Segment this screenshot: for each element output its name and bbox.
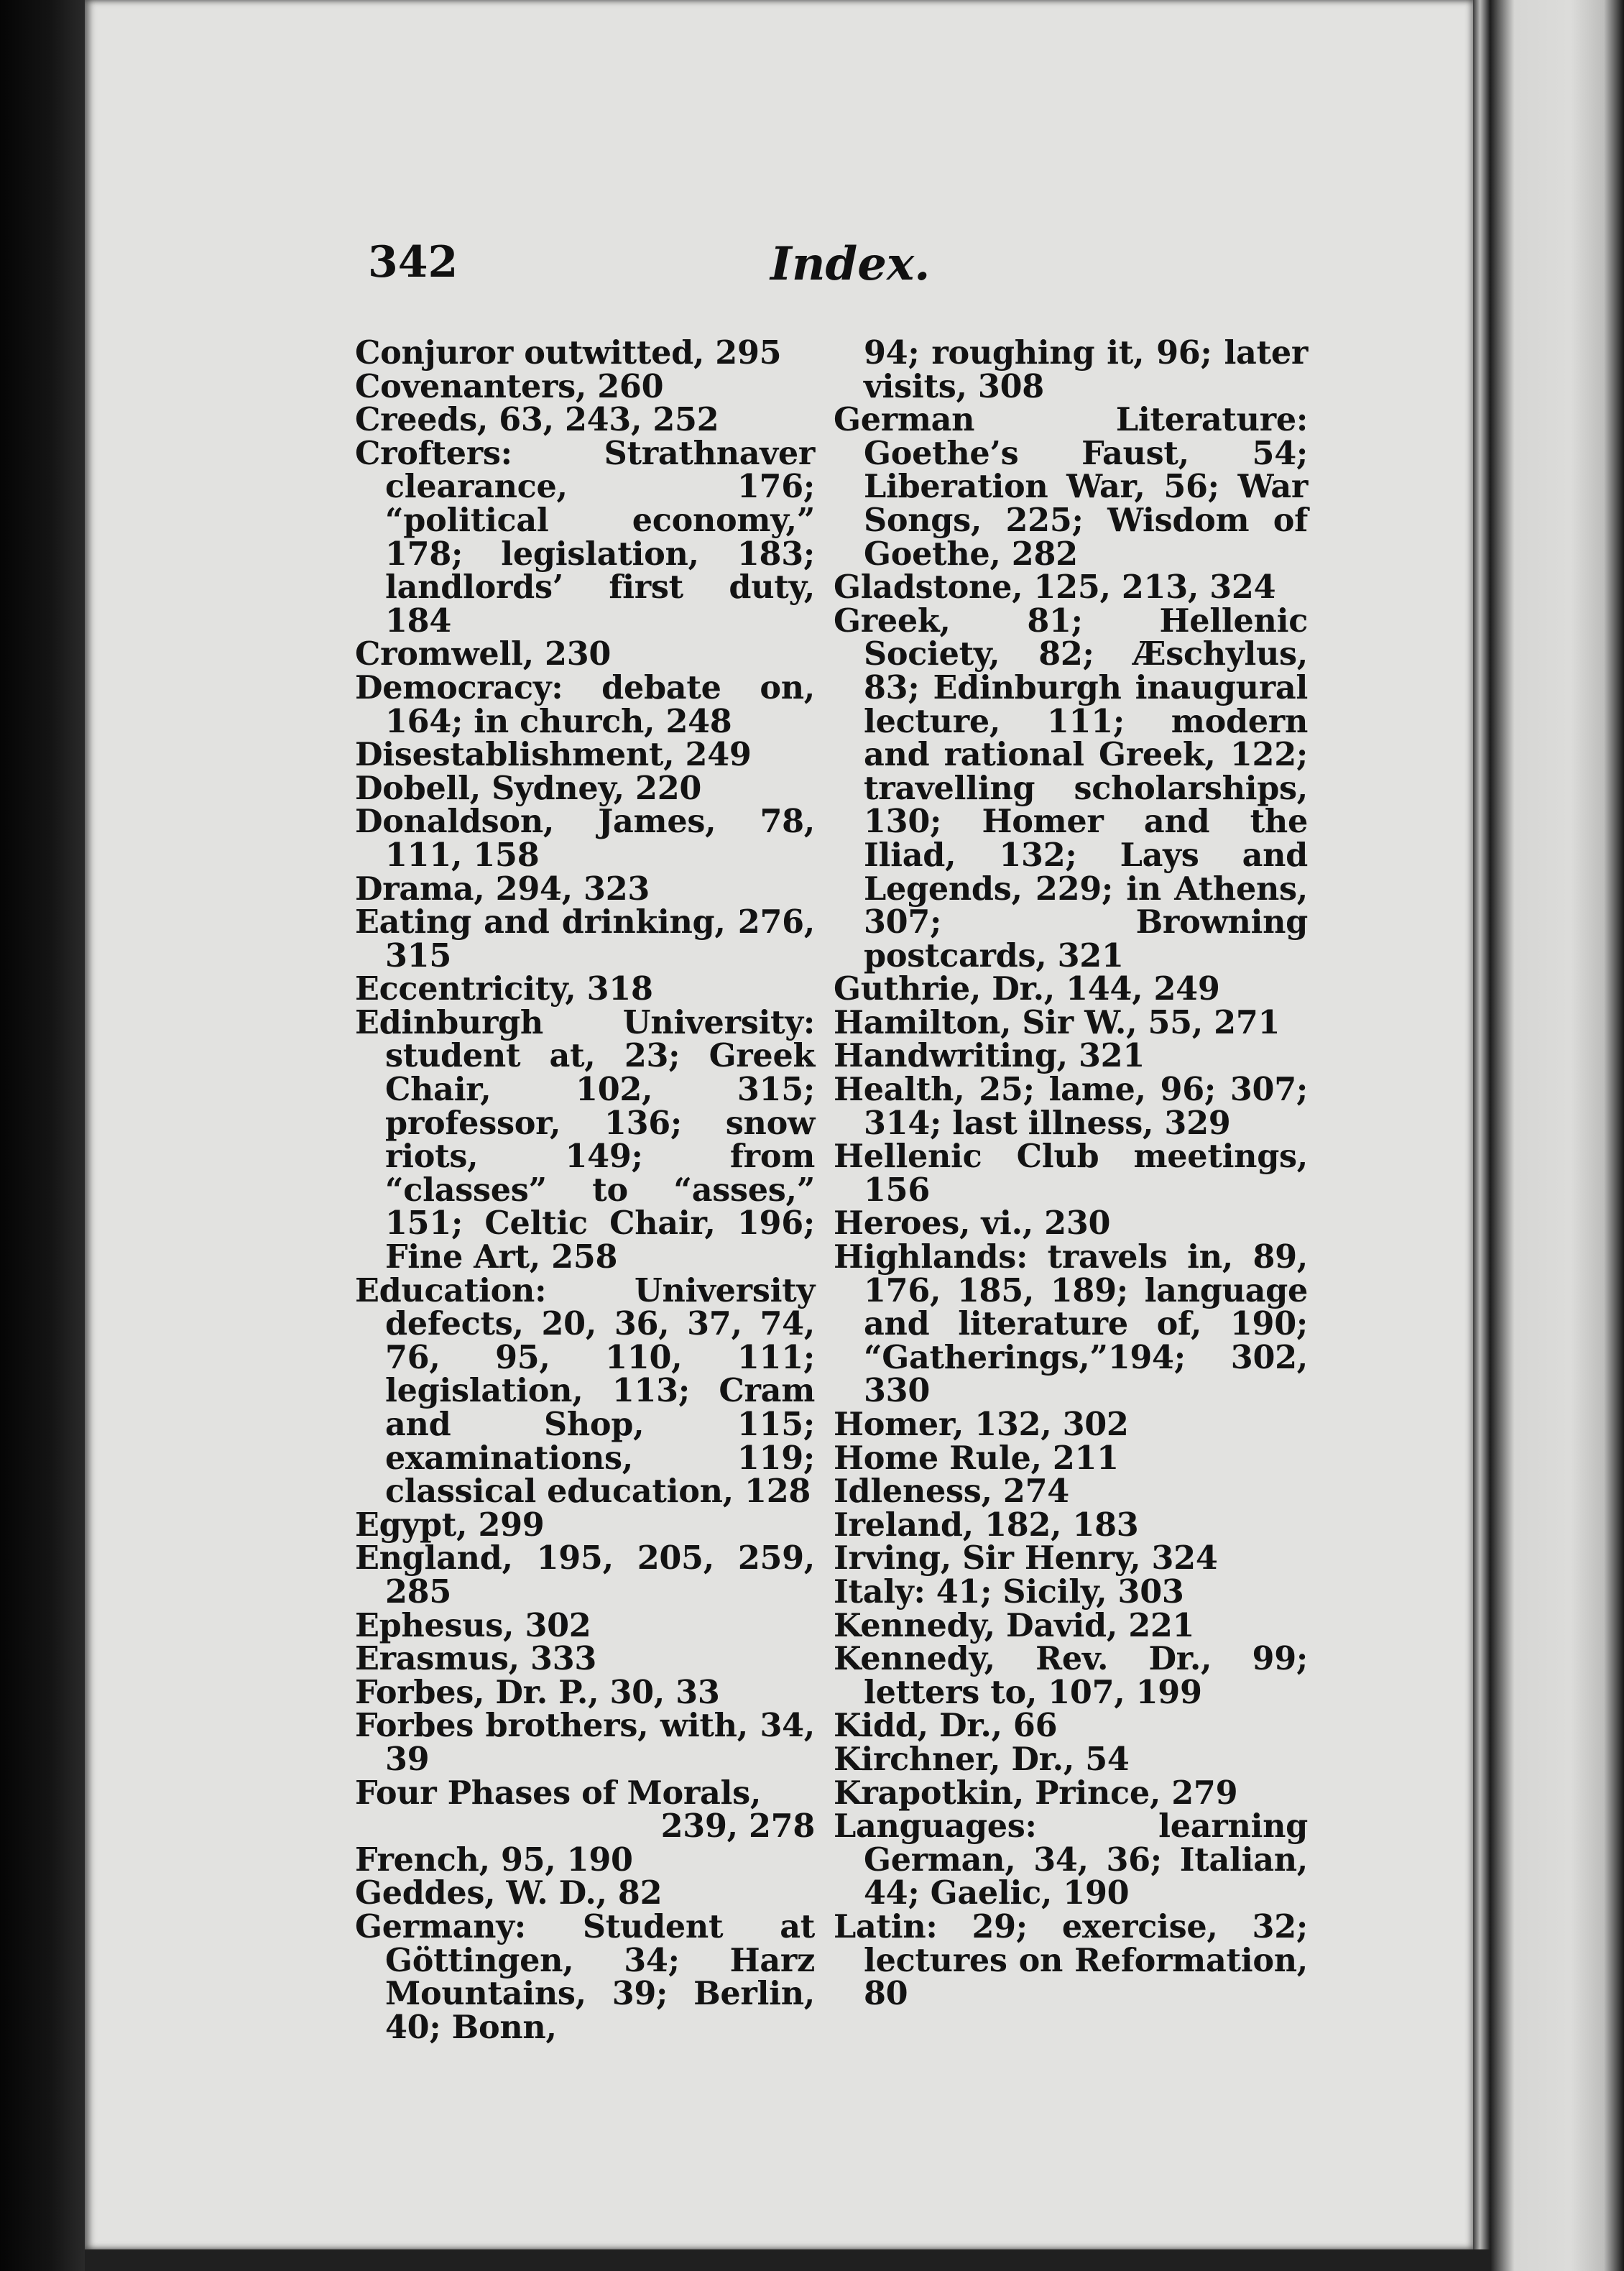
index-entry: Eccentricity, 318 (355, 970, 653, 1008)
index-column-right (834, 336, 1308, 2011)
index-entry: Edinburgh University: student at, 23; Greek Chair, 102, 315; professor, 136; snow riots, 149; from “classes” to “asses,” 151; Celtic Chair, 196; Fine Art, 258 (355, 1003, 815, 1276)
index-entry: Home Rule, 211 (834, 1439, 1119, 1477)
index-entry: Germany: Student at Göttingen, 34; Harz Mountains, 39; Berlin, 40; Bonn, (355, 1907, 815, 2046)
index-column-left (355, 336, 815, 2044)
scan-bottom-border (85, 2249, 1490, 2271)
index-entry: Homer, 132, 302 (834, 1406, 1129, 1443)
index-entry: Languages: learning German, 34, 36; Italian, 44; Gaelic, 190 (834, 1807, 1308, 1912)
index-entry: Hellenic Club meetings, 156 (834, 1138, 1308, 1209)
index-entry: Kennedy, Rev. Dr., 99; letters to, 107, 199 (834, 1640, 1308, 1711)
running-head: Index. (770, 237, 931, 291)
index-entry: Highlands: travels in, 89, 176, 185, 189; language and literature of, 190; “Gatherings,”194; 302, 330 (834, 1238, 1308, 1410)
index-entry: Greek, 81; Hellenic Society, 82; Æschylus, 83; Edinburgh inaugural lecture, 111; modern and rational Greek, 122; travelling scholarships, 130; Homer and the Iliad, 132; Lays and Legends, 229; in Athens, 307; Browning postcards, 321 (834, 602, 1308, 975)
index-entry: Covenanters, 260 (355, 367, 664, 405)
index-entry: Education: University defects, 20, 36, 37, 74, 76, 95, 110, 111; legislation, 113; Cram and Shop, 115; examinations, 119; classical education, 128 (355, 1271, 815, 1511)
index-entry: French, 95, 190 (355, 1841, 633, 1879)
index-entry: Italy: 41; Sicily, 303 (834, 1572, 1184, 1611)
index-entry: Dobell, Sydney, 220 (355, 769, 702, 807)
index-entry: Democracy: debate on, 164; in church, 248 (355, 668, 815, 740)
facing-page-edge (1490, 0, 1624, 2271)
index-entry: Forbes, Dr. P., 30, 33 (355, 1673, 720, 1711)
index-entry: Disestablishment, 249 (355, 736, 752, 774)
index-entry: Crofters: Strathnaver clearance, 176; “political economy,” 178; legislation, 183; landlords’ first duty, 184 (355, 434, 815, 640)
index-entry: Health, 25; lame, 96; 307; 314; last illness, 329 (834, 1071, 1308, 1142)
index-entry: Geddes, W. D., 82 (355, 1874, 663, 1912)
index-entry: Idleness, 274 (834, 1473, 1069, 1511)
index-entry: Creeds, 63, 243, 252 (355, 401, 719, 439)
index-entry: Heroes, vi., 230 (834, 1204, 1111, 1243)
index-entry: Guthrie, Dr., 144, 249 (834, 970, 1220, 1008)
index-entry: Eating and drinking, 276, 315 (355, 903, 815, 975)
index-entry: Ireland, 182, 183 (834, 1506, 1139, 1544)
index-entry: Four Phases of Morals, (355, 1774, 762, 1812)
index-entry-continuation: 94; roughing it, 96; later visits, 308 (864, 334, 1308, 405)
index-entry: Krapotkin, Prince, 279 (834, 1774, 1238, 1812)
index-entry: German Literature: Goethe’s Faust, 54; Liberation War, 56; War Songs, 225; Wisdom of Goethe, 282 (834, 401, 1308, 573)
index-entry: Latin: 29; exercise, 32; lectures on Reformation, 80 (834, 1907, 1308, 2013)
index-entry: Egypt, 299 (355, 1506, 545, 1544)
index-entry: Cromwell, 230 (355, 635, 612, 673)
index-entry: Ephesus, 302 (355, 1606, 591, 1644)
index-entry: Drama, 294, 323 (355, 870, 650, 908)
index-entry: Donaldson, James, 78, 111, 158 (355, 803, 815, 874)
page-number: 342 (368, 237, 458, 287)
page-header (368, 237, 1288, 316)
index-entry: Kidd, Dr., 66 (834, 1707, 1058, 1745)
page-gutter (1473, 0, 1490, 2249)
index-entry: Kennedy, David, 221 (834, 1606, 1195, 1644)
index-entry: Erasmus, 333 (355, 1640, 597, 1678)
index-entry: Handwriting, 321 (834, 1037, 1145, 1075)
index-entry: Kirchner, Dr., 54 (834, 1740, 1130, 1778)
index-entry: England, 195, 205, 259, 285 (355, 1539, 815, 1611)
index-entry: Irving, Sir Henry, 324 (834, 1539, 1218, 1577)
index-entry: Hamilton, Sir W., 55, 271 (834, 1003, 1281, 1041)
index-entry: Conjuror outwitted, 295 (355, 334, 782, 372)
index-entry: Gladstone, 125, 213, 324 (834, 568, 1276, 607)
index-entry: Forbes brothers, with, 34, 39 (355, 1707, 815, 1778)
index-entry-continuation: 239, 278 (660, 1807, 815, 1846)
book-spine-shadow (0, 0, 85, 2271)
